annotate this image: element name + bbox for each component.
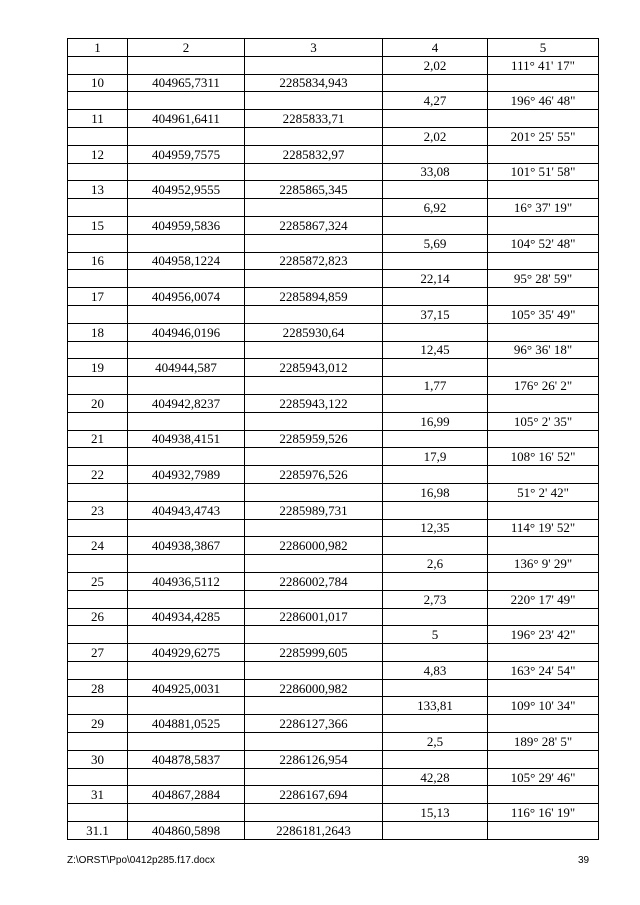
x-coordinate-cell: 404965,7311	[128, 74, 245, 92]
table-row	[68, 555, 599, 573]
distance-cell	[383, 74, 488, 92]
table-row	[68, 234, 599, 252]
y-coordinate-cell: 2286181,2643	[245, 822, 383, 840]
table-row	[68, 644, 599, 662]
distance-cell	[383, 252, 488, 270]
table-row	[68, 608, 599, 626]
x-coordinate-cell	[128, 768, 245, 786]
x-coordinate-cell	[128, 270, 245, 288]
distance-cell	[383, 359, 488, 377]
y-coordinate-cell	[245, 341, 383, 359]
table-row	[68, 74, 599, 92]
x-coordinate-cell	[128, 412, 245, 430]
x-coordinate-cell: 404881,0525	[128, 715, 245, 733]
table-row	[68, 359, 599, 377]
distance-cell: 33,08	[383, 163, 488, 181]
distance-cell: 4,83	[383, 661, 488, 679]
y-coordinate-cell: 2285989,731	[245, 501, 383, 519]
x-coordinate-cell	[128, 661, 245, 679]
point-number-cell	[68, 733, 128, 751]
bearing-cell	[488, 715, 599, 733]
y-coordinate-cell	[245, 661, 383, 679]
y-coordinate-cell	[245, 270, 383, 288]
table-row	[68, 394, 599, 412]
table-row	[68, 127, 599, 145]
table-row	[68, 341, 599, 359]
x-coordinate-cell: 404936,5112	[128, 572, 245, 590]
bearing-cell: 104° 52' 48"	[488, 234, 599, 252]
x-coordinate-cell: 404959,7575	[128, 145, 245, 163]
table-row	[68, 661, 599, 679]
x-coordinate-cell: 404867,2884	[128, 786, 245, 804]
table-row	[68, 466, 599, 484]
distance-cell	[383, 572, 488, 590]
x-coordinate-cell: 404958,1224	[128, 252, 245, 270]
point-number-cell: 22	[68, 466, 128, 484]
table-row	[68, 56, 599, 74]
x-coordinate-cell: 404944,587	[128, 359, 245, 377]
bearing-cell	[488, 216, 599, 234]
bearing-cell: 108° 16' 52"	[488, 448, 599, 466]
x-coordinate-cell	[128, 377, 245, 395]
point-number-cell: 16	[68, 252, 128, 270]
point-number-cell	[68, 56, 128, 74]
header-col-5: 5	[488, 39, 599, 57]
table-row	[68, 537, 599, 555]
point-number-cell: 17	[68, 288, 128, 306]
table-row	[68, 483, 599, 501]
x-coordinate-cell: 404934,4285	[128, 608, 245, 626]
y-coordinate-cell: 2286127,366	[245, 715, 383, 733]
y-coordinate-cell	[245, 412, 383, 430]
distance-cell	[383, 430, 488, 448]
bearing-cell	[488, 110, 599, 128]
point-number-cell	[68, 127, 128, 145]
x-coordinate-cell: 404860,5898	[128, 822, 245, 840]
x-coordinate-cell: 404946,0196	[128, 323, 245, 341]
table-row	[68, 572, 599, 590]
y-coordinate-cell: 2286002,784	[245, 572, 383, 590]
x-coordinate-cell	[128, 56, 245, 74]
x-coordinate-cell: 404925,0031	[128, 679, 245, 697]
y-coordinate-cell: 2285867,324	[245, 216, 383, 234]
distance-cell	[383, 323, 488, 341]
bearing-cell: 114° 19' 52"	[488, 519, 599, 537]
bearing-cell: 101° 51' 58"	[488, 163, 599, 181]
bearing-cell: 189° 28' 5"	[488, 733, 599, 751]
y-coordinate-cell: 2285865,345	[245, 181, 383, 199]
y-coordinate-cell	[245, 733, 383, 751]
x-coordinate-cell	[128, 163, 245, 181]
point-number-cell: 27	[68, 644, 128, 662]
y-coordinate-cell	[245, 56, 383, 74]
x-coordinate-cell	[128, 590, 245, 608]
y-coordinate-cell: 2285943,122	[245, 394, 383, 412]
header-col-3: 3	[245, 39, 383, 57]
y-coordinate-cell: 2286167,694	[245, 786, 383, 804]
table-row	[68, 733, 599, 751]
y-coordinate-cell	[245, 697, 383, 715]
y-coordinate-cell	[245, 555, 383, 573]
distance-cell	[383, 288, 488, 306]
bearing-cell	[488, 181, 599, 199]
table-row	[68, 750, 599, 768]
distance-cell	[383, 216, 488, 234]
distance-cell: 42,28	[383, 768, 488, 786]
table-row	[68, 590, 599, 608]
distance-cell	[383, 537, 488, 555]
distance-cell: 16,98	[383, 483, 488, 501]
table-row	[68, 377, 599, 395]
table-row	[68, 92, 599, 110]
x-coordinate-cell	[128, 733, 245, 751]
point-number-cell: 11	[68, 110, 128, 128]
distance-cell: 2,02	[383, 56, 488, 74]
bearing-cell: 116° 16' 19"	[488, 804, 599, 822]
point-number-cell	[68, 448, 128, 466]
bearing-cell: 51° 2' 42"	[488, 483, 599, 501]
bearing-cell: 196° 23' 42"	[488, 626, 599, 644]
bearing-cell: 109° 10' 34"	[488, 697, 599, 715]
y-coordinate-cell	[245, 199, 383, 217]
y-coordinate-cell	[245, 590, 383, 608]
bearing-cell	[488, 679, 599, 697]
point-number-cell	[68, 163, 128, 181]
table-row	[68, 679, 599, 697]
x-coordinate-cell	[128, 519, 245, 537]
bearing-cell	[488, 822, 599, 840]
point-number-cell: 31.1	[68, 822, 128, 840]
y-coordinate-cell	[245, 127, 383, 145]
point-number-cell: 31	[68, 786, 128, 804]
x-coordinate-cell	[128, 92, 245, 110]
distance-cell: 17,9	[383, 448, 488, 466]
bearing-cell	[488, 430, 599, 448]
distance-cell: 1,77	[383, 377, 488, 395]
point-number-cell	[68, 626, 128, 644]
point-number-cell	[68, 234, 128, 252]
distance-cell: 5	[383, 626, 488, 644]
bearing-cell	[488, 466, 599, 484]
bearing-cell: 201° 25' 55"	[488, 127, 599, 145]
point-number-cell: 24	[68, 537, 128, 555]
bearing-cell: 196° 46' 48"	[488, 92, 599, 110]
bearing-cell	[488, 537, 599, 555]
y-coordinate-cell: 2285943,012	[245, 359, 383, 377]
y-coordinate-cell	[245, 305, 383, 323]
table-row	[68, 288, 599, 306]
y-coordinate-cell	[245, 768, 383, 786]
bearing-cell: 105° 35' 49"	[488, 305, 599, 323]
point-number-cell: 13	[68, 181, 128, 199]
bearing-cell	[488, 644, 599, 662]
y-coordinate-cell	[245, 234, 383, 252]
x-coordinate-cell	[128, 626, 245, 644]
point-number-cell: 29	[68, 715, 128, 733]
y-coordinate-cell	[245, 163, 383, 181]
table-row	[68, 199, 599, 217]
bearing-cell: 220° 17' 49"	[488, 590, 599, 608]
y-coordinate-cell: 2285959,526	[245, 430, 383, 448]
distance-cell: 2,5	[383, 733, 488, 751]
point-number-cell	[68, 377, 128, 395]
x-coordinate-cell	[128, 341, 245, 359]
bearing-cell	[488, 608, 599, 626]
distance-cell	[383, 715, 488, 733]
table-row	[68, 270, 599, 288]
table-row	[68, 768, 599, 786]
page-number: 39	[578, 855, 590, 866]
distance-cell: 2,6	[383, 555, 488, 573]
point-number-cell	[68, 768, 128, 786]
x-coordinate-cell	[128, 697, 245, 715]
bearing-cell: 136° 9' 29"	[488, 555, 599, 573]
bearing-cell: 95° 28' 59"	[488, 270, 599, 288]
table-row	[68, 786, 599, 804]
point-number-cell	[68, 92, 128, 110]
point-number-cell	[68, 483, 128, 501]
distance-cell	[383, 145, 488, 163]
table-row	[68, 305, 599, 323]
point-number-cell: 26	[68, 608, 128, 626]
point-number-cell: 23	[68, 501, 128, 519]
distance-cell: 16,99	[383, 412, 488, 430]
table-row	[68, 430, 599, 448]
x-coordinate-cell: 404938,3867	[128, 537, 245, 555]
y-coordinate-cell: 2286126,954	[245, 750, 383, 768]
y-coordinate-cell: 2285834,943	[245, 74, 383, 92]
distance-cell: 22,14	[383, 270, 488, 288]
y-coordinate-cell: 2285999,605	[245, 644, 383, 662]
distance-cell: 12,35	[383, 519, 488, 537]
distance-cell: 133,81	[383, 697, 488, 715]
bearing-cell: 96° 36' 18"	[488, 341, 599, 359]
point-number-cell: 15	[68, 216, 128, 234]
point-number-cell	[68, 555, 128, 573]
distance-cell	[383, 501, 488, 519]
y-coordinate-cell: 2285930,64	[245, 323, 383, 341]
distance-cell: 6,92	[383, 199, 488, 217]
bearing-cell	[488, 786, 599, 804]
bearing-cell: 163° 24' 54"	[488, 661, 599, 679]
bearing-cell	[488, 750, 599, 768]
table-row	[68, 323, 599, 341]
x-coordinate-cell	[128, 483, 245, 501]
footer-file-path: Z:\ORST\Ppo\0412p285.f17.docx	[67, 855, 215, 866]
x-coordinate-cell	[128, 234, 245, 252]
point-number-cell: 18	[68, 323, 128, 341]
x-coordinate-cell: 404932,7989	[128, 466, 245, 484]
point-number-cell	[68, 305, 128, 323]
bearing-cell	[488, 394, 599, 412]
x-coordinate-cell: 404956,0074	[128, 288, 245, 306]
point-number-cell: 10	[68, 74, 128, 92]
distance-cell: 2,73	[383, 590, 488, 608]
x-coordinate-cell	[128, 804, 245, 822]
table-row	[68, 145, 599, 163]
bearing-cell: 105° 29' 46"	[488, 768, 599, 786]
point-number-cell: 25	[68, 572, 128, 590]
point-number-cell: 28	[68, 679, 128, 697]
point-number-cell: 30	[68, 750, 128, 768]
table-row	[68, 448, 599, 466]
distance-cell: 37,15	[383, 305, 488, 323]
point-number-cell	[68, 804, 128, 822]
distance-cell	[383, 181, 488, 199]
bearing-cell: 176° 26' 2"	[488, 377, 599, 395]
point-number-cell	[68, 519, 128, 537]
table-row	[68, 412, 599, 430]
distance-cell	[383, 679, 488, 697]
y-coordinate-cell	[245, 626, 383, 644]
table-row	[68, 181, 599, 199]
y-coordinate-cell	[245, 377, 383, 395]
y-coordinate-cell: 2286001,017	[245, 608, 383, 626]
header-col-2: 2	[128, 39, 245, 57]
x-coordinate-cell: 404961,6411	[128, 110, 245, 128]
x-coordinate-cell: 404959,5836	[128, 216, 245, 234]
distance-cell: 2,02	[383, 127, 488, 145]
distance-cell	[383, 466, 488, 484]
distance-cell	[383, 394, 488, 412]
distance-cell: 4,27	[383, 92, 488, 110]
y-coordinate-cell: 2285833,71	[245, 110, 383, 128]
table-row	[68, 626, 599, 644]
y-coordinate-cell	[245, 519, 383, 537]
bearing-cell: 16° 37' 19"	[488, 199, 599, 217]
header-col-4: 4	[383, 39, 488, 57]
bearing-cell	[488, 288, 599, 306]
table-row	[68, 697, 599, 715]
point-number-cell	[68, 412, 128, 430]
bearing-cell	[488, 74, 599, 92]
x-coordinate-cell: 404942,8237	[128, 394, 245, 412]
x-coordinate-cell	[128, 555, 245, 573]
point-number-cell: 12	[68, 145, 128, 163]
table-header-row	[68, 39, 599, 57]
y-coordinate-cell	[245, 448, 383, 466]
point-number-cell	[68, 341, 128, 359]
x-coordinate-cell: 404878,5837	[128, 750, 245, 768]
x-coordinate-cell	[128, 199, 245, 217]
bearing-cell: 105° 2' 35"	[488, 412, 599, 430]
distance-cell: 12,45	[383, 341, 488, 359]
bearing-cell	[488, 501, 599, 519]
point-number-cell	[68, 199, 128, 217]
distance-cell	[383, 750, 488, 768]
point-number-cell	[68, 661, 128, 679]
table-row	[68, 822, 599, 840]
x-coordinate-cell: 404938,4151	[128, 430, 245, 448]
coordinates-table	[67, 38, 599, 840]
y-coordinate-cell: 2285832,97	[245, 145, 383, 163]
table-row	[68, 110, 599, 128]
point-number-cell: 21	[68, 430, 128, 448]
y-coordinate-cell: 2285976,526	[245, 466, 383, 484]
distance-cell	[383, 644, 488, 662]
distance-cell	[383, 110, 488, 128]
distance-cell: 15,13	[383, 804, 488, 822]
y-coordinate-cell: 2285894,859	[245, 288, 383, 306]
distance-cell	[383, 786, 488, 804]
bearing-cell	[488, 359, 599, 377]
point-number-cell: 20	[68, 394, 128, 412]
bearing-cell	[488, 323, 599, 341]
distance-cell	[383, 822, 488, 840]
bearing-cell: 111° 41' 17"	[488, 56, 599, 74]
distance-cell	[383, 608, 488, 626]
x-coordinate-cell	[128, 127, 245, 145]
table-row	[68, 501, 599, 519]
point-number-cell	[68, 590, 128, 608]
distance-cell: 5,69	[383, 234, 488, 252]
y-coordinate-cell	[245, 92, 383, 110]
header-col-1: 1	[68, 39, 128, 57]
x-coordinate-cell	[128, 305, 245, 323]
x-coordinate-cell: 404929,6275	[128, 644, 245, 662]
point-number-cell	[68, 697, 128, 715]
y-coordinate-cell: 2286000,982	[245, 679, 383, 697]
y-coordinate-cell: 2285872,823	[245, 252, 383, 270]
x-coordinate-cell: 404952,9555	[128, 181, 245, 199]
bearing-cell	[488, 252, 599, 270]
x-coordinate-cell: 404943,4743	[128, 501, 245, 519]
y-coordinate-cell: 2286000,982	[245, 537, 383, 555]
point-number-cell: 19	[68, 359, 128, 377]
bearing-cell	[488, 145, 599, 163]
table-body	[68, 56, 599, 839]
y-coordinate-cell	[245, 804, 383, 822]
y-coordinate-cell	[245, 483, 383, 501]
table-row	[68, 252, 599, 270]
point-number-cell	[68, 270, 128, 288]
table-row	[68, 715, 599, 733]
table-row	[68, 519, 599, 537]
bearing-cell	[488, 572, 599, 590]
table-row	[68, 216, 599, 234]
x-coordinate-cell	[128, 448, 245, 466]
table-row	[68, 804, 599, 822]
table-row	[68, 163, 599, 181]
